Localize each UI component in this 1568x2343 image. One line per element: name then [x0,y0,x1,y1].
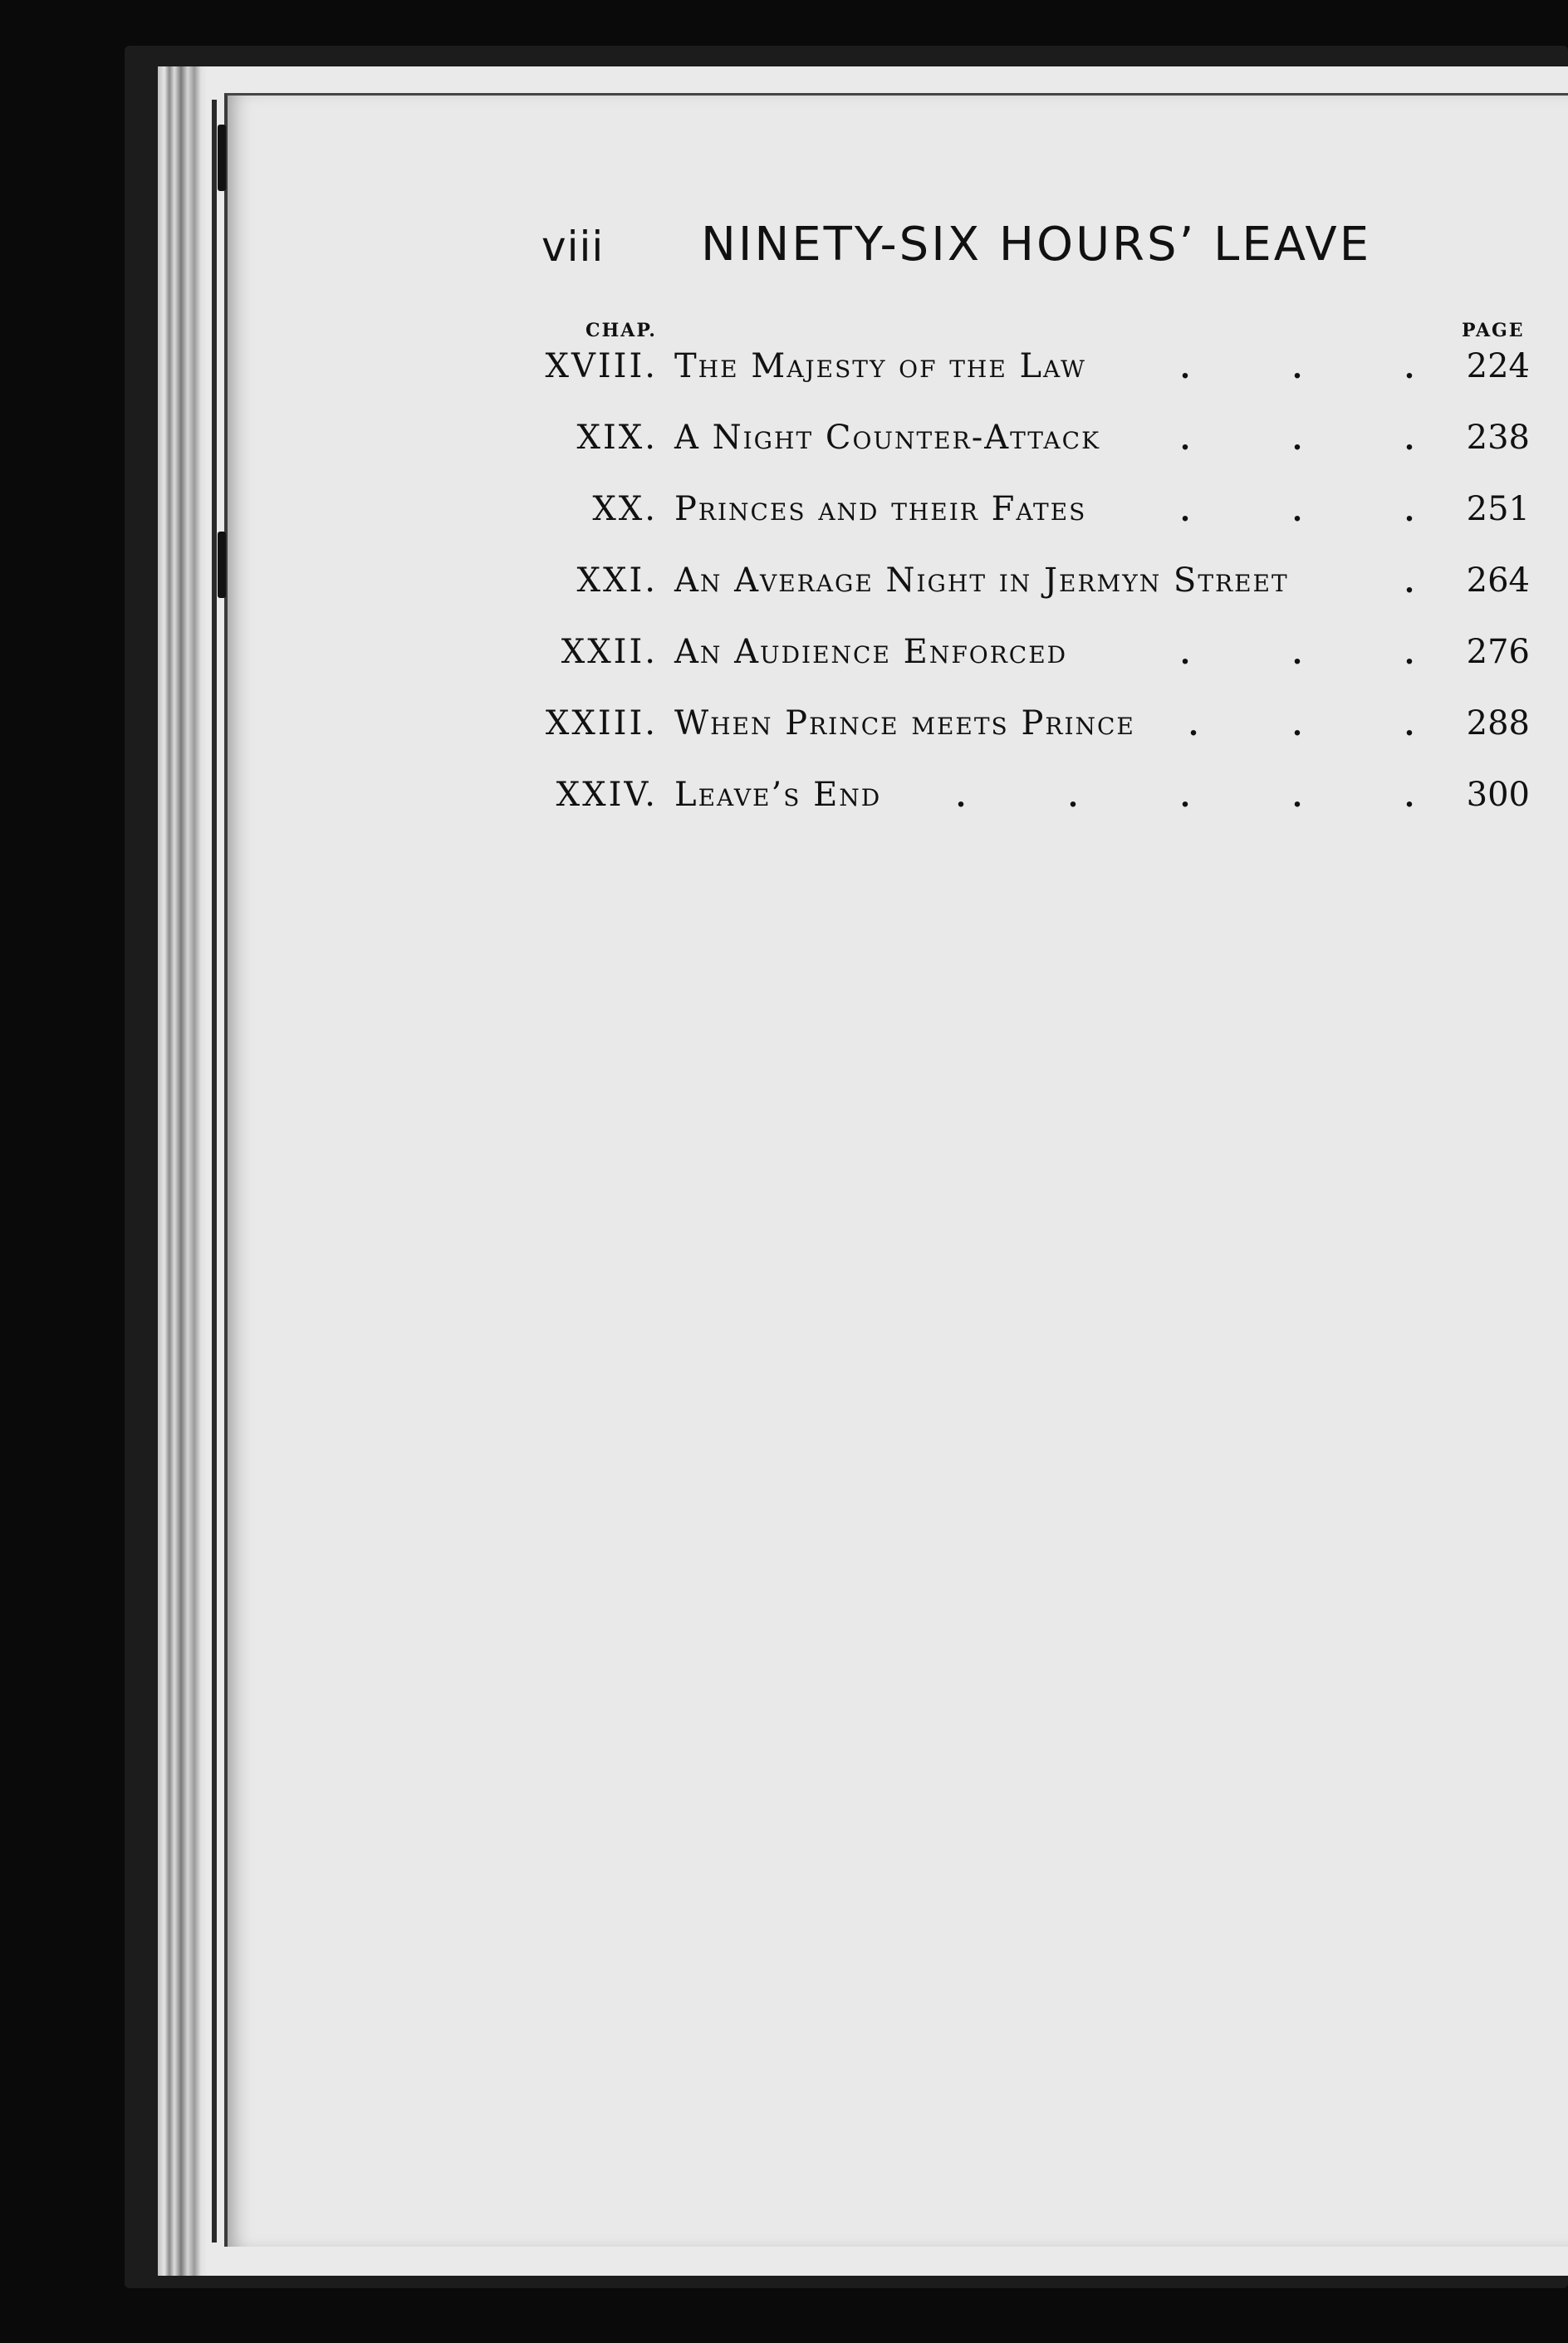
page-ref: 276 [1466,633,1530,671]
page-ref: 224 [1466,347,1530,385]
chapter-title: An Audience Enforced [674,633,1068,671]
page-ref: 288 [1466,704,1530,743]
page-number: viii [541,223,605,271]
page-ref: 238 [1466,419,1530,457]
toc-entry[interactable] [541,696,1530,767]
leader-dots: . . . [1189,705,1414,743]
chapter-title: Leave’s End [674,776,882,814]
chapter-number: XXIV. [556,776,658,814]
chapter-number: XVIII. [545,347,658,385]
chapter-number: XXII. [561,633,658,671]
leader-dots: . . . [1181,634,1414,671]
chapter-column-label: CHAP. [586,320,657,341]
toc-entry[interactable] [541,625,1530,696]
toc-entry[interactable] [541,767,1530,839]
chapter-title: A Night Counter-Attack [674,419,1100,457]
binding-mark [218,532,226,598]
chapter-title: An Average Night in Jermyn Street [674,561,1289,600]
leader-dots: . . . [1181,491,1414,528]
chapter-title: Princes and their Fates [674,490,1087,528]
binding-mark [218,125,226,191]
leader-dots: . . . [1181,419,1414,457]
table-of-contents [541,339,1530,839]
chapter-title: When Prince meets Prince [674,704,1135,743]
running-head [541,218,1530,276]
chapter-number: XXIII. [545,704,658,743]
toc-entry[interactable] [541,482,1530,553]
chapter-title: The Majesty of the Law [674,347,1086,385]
page-ref: 251 [1466,490,1530,528]
leader-dots: . . . . . [957,777,1414,814]
page-column-label: PAGE [1462,320,1525,341]
toc-entry[interactable] [541,339,1530,410]
page-ref: 300 [1466,776,1530,814]
chapter-number: XX. [592,490,658,528]
toc-entry[interactable] [541,553,1530,625]
page-ref: 264 [1466,561,1530,600]
toc-entry[interactable] [541,410,1530,482]
leader-dots: . [1405,562,1414,600]
chapter-number: XIX. [576,419,658,457]
leader-dots: . . . [1181,348,1414,385]
gutter-line [212,100,217,2243]
book-title: NINETY-SIX HOURS’ LEAVE [701,218,1372,272]
chapter-number: XXI. [576,561,658,600]
